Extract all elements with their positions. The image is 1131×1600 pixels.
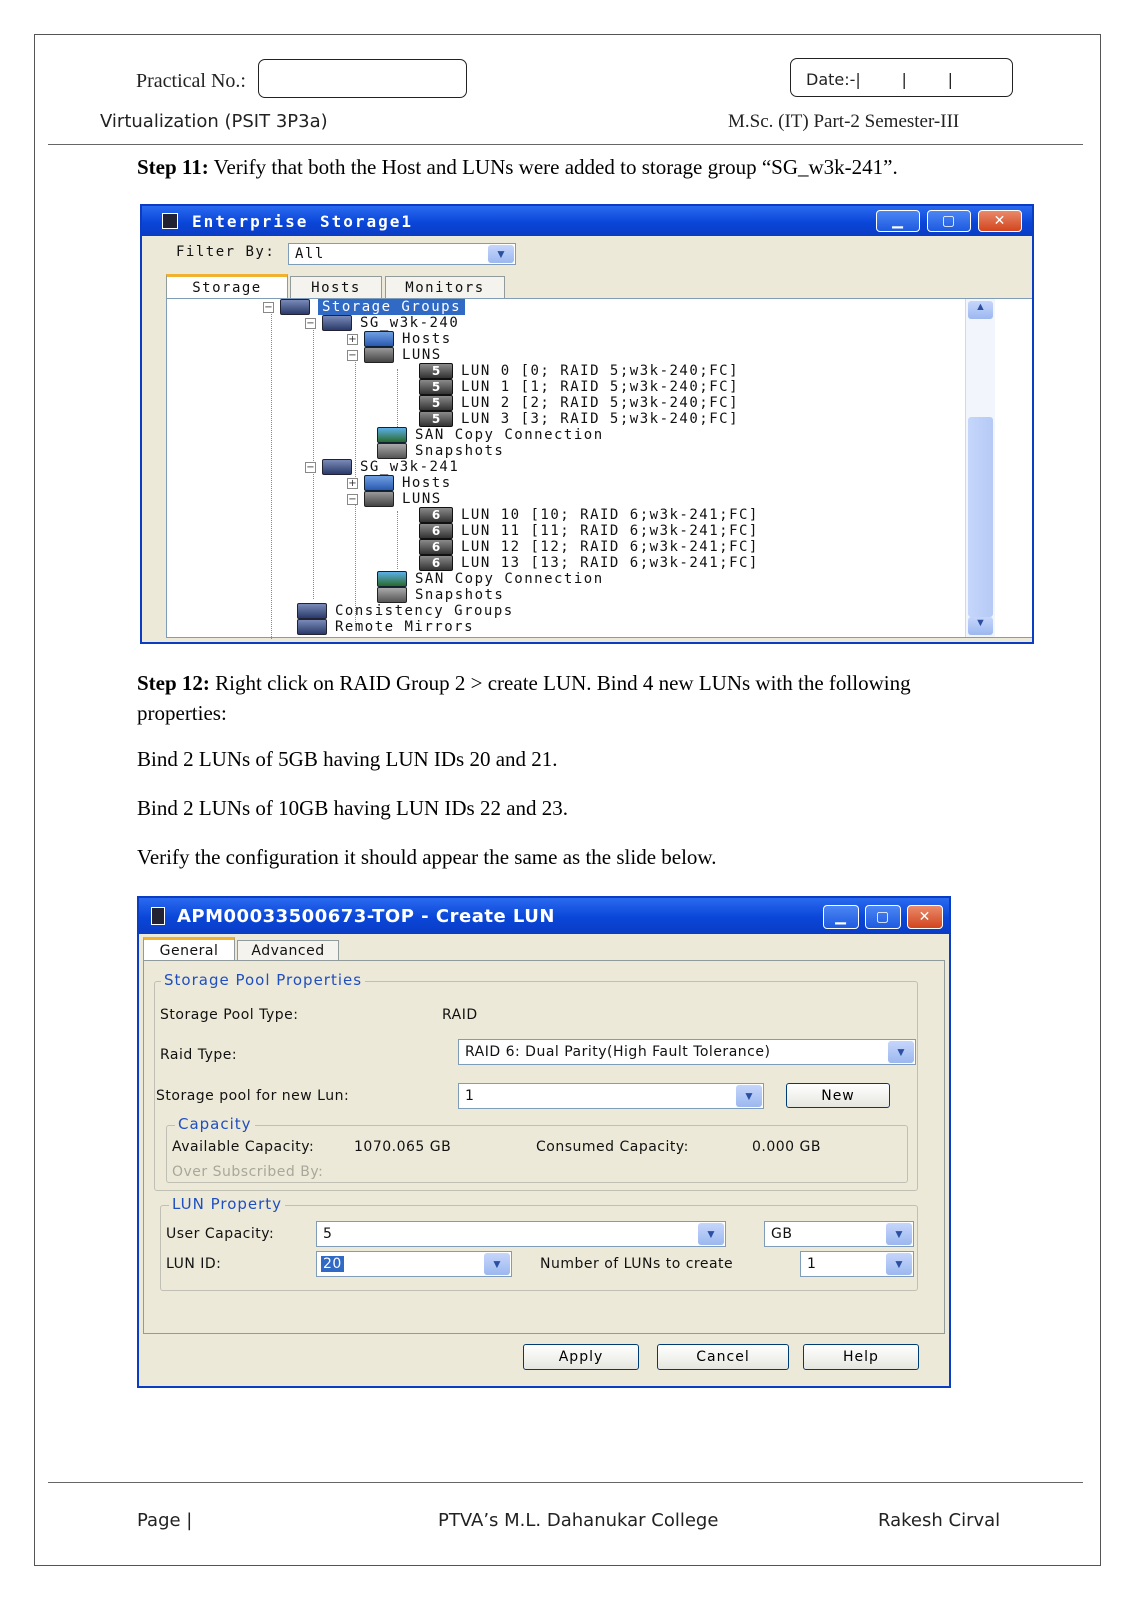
close-icon[interactable]: ✕ — [907, 905, 943, 929]
lun-id-value: 20 — [323, 1256, 342, 1272]
san-copy-icon — [377, 571, 407, 587]
chevron-down-icon: ▼ — [488, 245, 514, 263]
tree-scrollbar[interactable] — [965, 299, 995, 637]
tab-monitors[interactable]: Monitors — [385, 276, 505, 298]
window-titlebar — [142, 206, 1032, 236]
tree-luns[interactable]: − LUNS — [348, 491, 442, 507]
consumed-capacity-value: 0.000 GB — [752, 1139, 821, 1155]
footer-author: Rakesh Cirval — [878, 1510, 1001, 1531]
chevron-down-icon: ▼ — [888, 1041, 914, 1063]
minimize-icon[interactable]: ▁ — [876, 210, 920, 232]
step-11-label: Step 11: — [137, 155, 209, 179]
lun-icon: 6 — [419, 507, 453, 523]
lun-icon: 5 — [419, 363, 453, 379]
create-lun-window — [137, 896, 951, 1388]
capacity-unit-select[interactable] — [764, 1221, 914, 1247]
lun-icon: 5 — [419, 395, 453, 411]
lun-property-legend: LUN Property — [169, 1195, 285, 1213]
apply-button[interactable]: Apply — [523, 1344, 639, 1370]
footer-page: Page | — [137, 1510, 193, 1531]
help-button[interactable]: Help — [803, 1344, 919, 1370]
step-12-text: Right click on RAID Group 2 > create LUN. Bind 4 new LUNs with the following properties: — [137, 671, 911, 725]
scroll-down-icon[interactable]: ▼ — [968, 617, 993, 635]
header-divider — [48, 144, 1083, 145]
scroll-up-icon[interactable]: ▲ — [968, 301, 993, 319]
tree-lun-item[interactable]: 6 LUN 10 [10; RAID 6;w3k-241;FC] — [419, 507, 759, 523]
lun-id-label: LUN ID: — [166, 1256, 222, 1272]
pool-new-lun-label: Storage pool for new Lun: — [156, 1088, 350, 1104]
collapse-icon[interactable]: − — [306, 461, 315, 473]
remote-mirrors-icon — [297, 619, 327, 635]
chevron-down-icon: ▼ — [698, 1223, 724, 1245]
window-app-icon — [162, 213, 178, 229]
chevron-down-icon: ▼ — [886, 1253, 912, 1275]
window-title: Enterprise Storage1 — [192, 211, 414, 231]
tree-san-copy[interactable]: SAN Copy Connection — [377, 571, 604, 587]
lun-icon: 5 — [419, 411, 453, 427]
practical-number-box — [258, 59, 467, 98]
tree-lun-item[interactable]: 6 LUN 13 [13; RAID 6;w3k-241;FC] — [419, 555, 759, 571]
scroll-thumb[interactable] — [968, 417, 993, 617]
practical-label: Practical No.: — [136, 70, 246, 92]
expand-icon[interactable]: + — [348, 477, 357, 489]
hosts-icon — [364, 331, 394, 347]
collapse-icon[interactable]: − — [306, 317, 315, 329]
lun-icon: 6 — [419, 555, 453, 571]
tree-line — [397, 511, 398, 569]
cancel-button[interactable]: Cancel — [657, 1344, 789, 1370]
filter-label: Filter By: — [176, 244, 276, 260]
luns-icon — [364, 347, 394, 363]
pool-type-value: RAID — [442, 1007, 478, 1023]
hosts-icon — [364, 475, 394, 491]
tab-general[interactable]: General — [143, 937, 235, 961]
tab-hosts[interactable]: Hosts — [290, 276, 382, 298]
tree-snapshots[interactable]: Snapshots — [377, 587, 504, 603]
user-capacity-value: 5 — [323, 1226, 333, 1242]
num-luns-select[interactable] — [800, 1251, 914, 1277]
user-capacity-select[interactable] — [316, 1221, 726, 1247]
num-luns-label: Number of LUNs to create — [540, 1256, 734, 1272]
enterprise-storage-window — [140, 204, 1034, 644]
paragraph-bind-10gb: Bind 2 LUNs of 10GB having LUN IDs 22 and 23. — [137, 796, 569, 820]
tree-luns[interactable]: − LUNS — [348, 347, 442, 363]
step-11-text: Verify that both the Host and LUNs were added to storage group “SG_w3k-241”. — [208, 155, 898, 179]
tree-sg-w3k-241[interactable]: − SG_w3k-241 — [306, 459, 460, 475]
snapshots-icon — [377, 443, 407, 459]
raid-type-select[interactable] — [458, 1039, 916, 1065]
expand-icon[interactable]: + — [348, 333, 357, 345]
lun-property-group — [160, 1195, 918, 1291]
tree-remote-mirrors[interactable]: Remote Mirrors — [297, 619, 474, 635]
chevron-down-icon: ▼ — [484, 1253, 510, 1275]
capacity-unit-value: GB — [771, 1226, 793, 1242]
chevron-down-icon: ▼ — [736, 1085, 762, 1107]
collapse-icon[interactable]: − — [264, 301, 273, 313]
paragraph-verify: Verify the configuration it should appear the same as the slide below. — [137, 845, 717, 869]
san-copy-icon — [377, 427, 407, 443]
raid-type-label: Raid Type: — [160, 1047, 238, 1063]
tree-lun-item[interactable]: 5 LUN 0 [0; RAID 5;w3k-240;FC] — [419, 363, 739, 379]
consumed-capacity-label: Consumed Capacity: — [536, 1139, 689, 1155]
tree-lun-item[interactable]: 5 LUN 2 [2; RAID 5;w3k-240;FC] — [419, 395, 739, 411]
tree-snapshots[interactable]: Snapshots — [377, 443, 504, 459]
storage-tree-panel — [166, 298, 1034, 638]
subject-label: Virtualization (PSIT 3P3a) — [100, 111, 328, 132]
maximize-icon[interactable]: ▢ — [927, 210, 971, 232]
tree-line — [397, 369, 398, 427]
storage-pool-legend: Storage Pool Properties — [161, 971, 365, 989]
lun-icon: 6 — [419, 539, 453, 555]
tree-line — [313, 325, 314, 473]
tree-hosts[interactable]: + Hosts — [348, 331, 452, 347]
tree-line — [313, 469, 314, 599]
available-capacity-label: Available Capacity: — [172, 1139, 315, 1155]
pool-new-lun-select[interactable] — [458, 1083, 764, 1109]
over-subscribed-label: Over Subscribed By: — [172, 1164, 324, 1180]
raid-type-value: RAID 6: Dual Parity(High Fault Tolerance) — [465, 1044, 771, 1060]
storage-group-icon — [322, 315, 352, 331]
filter-select[interactable] — [288, 243, 516, 265]
filter-value: All — [295, 246, 325, 262]
storage-group-icon — [280, 299, 310, 315]
general-panel — [143, 960, 945, 1334]
pool-type-label: Storage Pool Type: — [160, 1007, 299, 1023]
collapse-icon[interactable]: − — [348, 493, 357, 505]
step-11 — [137, 155, 898, 180]
user-capacity-label: User Capacity: — [166, 1226, 275, 1242]
available-capacity-value: 1070.065 GB — [354, 1139, 452, 1155]
footer-college: PTVA’s M.L. Dahanukar College — [438, 1510, 719, 1531]
tab-advanced[interactable]: Advanced — [237, 940, 339, 961]
luns-icon — [364, 491, 394, 507]
footer-divider — [48, 1482, 1083, 1483]
tree-storage-groups[interactable]: − Storage Groups — [263, 299, 465, 315]
tree-san-copy[interactable]: SAN Copy Connection — [377, 427, 604, 443]
storage-group-icon — [322, 459, 352, 475]
chevron-down-icon: ▼ — [886, 1223, 912, 1245]
collapse-icon[interactable]: − — [348, 349, 357, 361]
tree-lun-item[interactable]: 6 LUN 12 [12; RAID 6;w3k-241;FC] — [419, 539, 759, 555]
course-label: M.Sc. (IT) Part-2 Semester-III — [728, 111, 960, 132]
lun-icon: 6 — [419, 523, 453, 539]
step-12 — [137, 668, 997, 728]
num-luns-value: 1 — [807, 1256, 817, 1272]
tree-lun-item[interactable]: 5 LUN 3 [3; RAID 5;w3k-240;FC] — [419, 411, 739, 427]
capacity-legend: Capacity — [175, 1115, 255, 1133]
tree-lun-item[interactable]: 6 LUN 11 [11; RAID 6;w3k-241;FC] — [419, 523, 759, 539]
tree-hosts[interactable]: + Hosts — [348, 475, 452, 491]
tab-storage[interactable]: Storage — [166, 274, 288, 298]
consistency-groups-icon — [297, 603, 327, 619]
window-title: APM00033500673-TOP - Create LUN — [177, 905, 555, 927]
date-label: Date:-| | | — [806, 70, 953, 89]
paragraph-bind-5gb: Bind 2 LUNs of 5GB having LUN IDs 20 and 21. — [137, 747, 558, 771]
tree-sg-w3k-240[interactable]: − SG_w3k-240 — [306, 315, 460, 331]
snapshots-icon — [377, 587, 407, 603]
maximize-icon[interactable]: ▢ — [865, 905, 901, 929]
pool-new-lun-value: 1 — [465, 1088, 475, 1104]
lun-icon: 5 — [419, 379, 453, 395]
window-app-icon — [151, 907, 165, 925]
step-12-label: Step 12: — [137, 671, 210, 695]
tree-line — [271, 309, 272, 639]
tree-consistency-groups[interactable]: Consistency Groups — [297, 603, 514, 619]
close-icon[interactable]: ✕ — [978, 210, 1022, 232]
minimize-icon[interactable]: ▁ — [823, 905, 859, 929]
new-button[interactable]: New — [786, 1083, 890, 1108]
lun-id-select[interactable] — [316, 1251, 512, 1277]
tree-lun-item[interactable]: 5 LUN 1 [1; RAID 5;w3k-240;FC] — [419, 379, 739, 395]
window-titlebar — [139, 898, 949, 934]
